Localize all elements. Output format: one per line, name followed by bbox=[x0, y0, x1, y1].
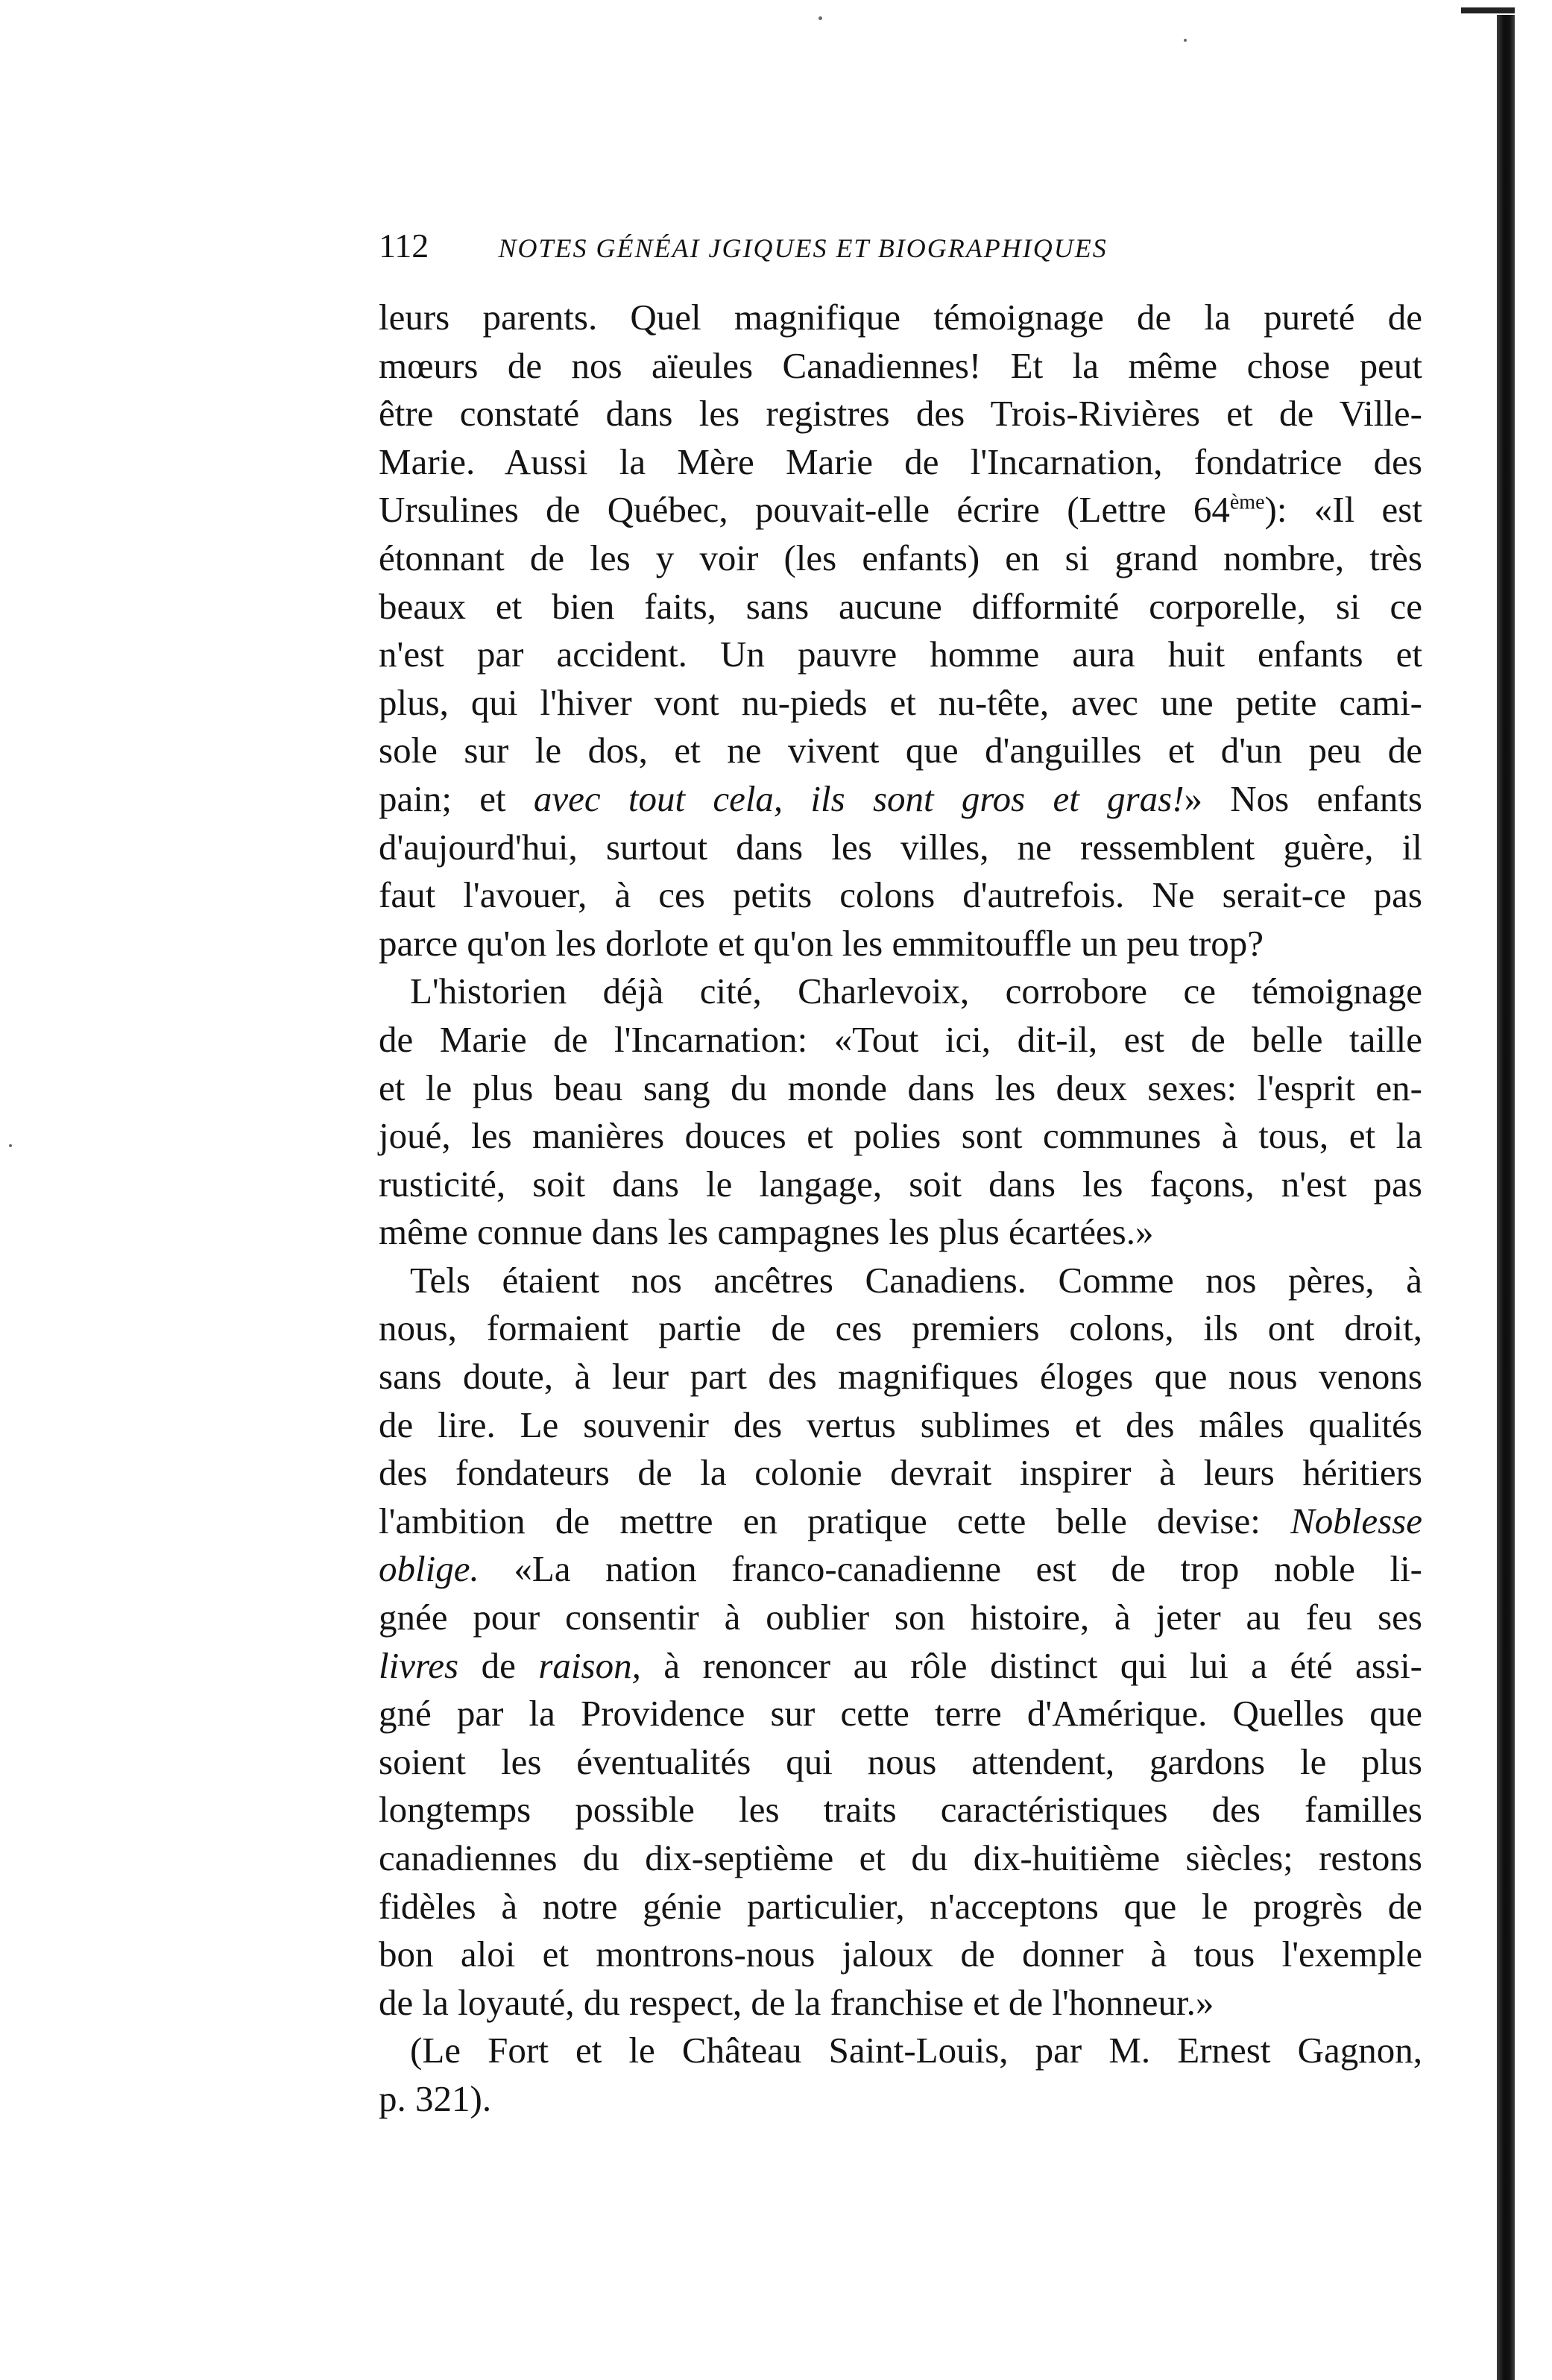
text-span: «La nation franco-canadienne est de trop noble li- bbox=[479, 1548, 1422, 1590]
text-span: gné par la Providence sur cette terre d'Amérique. Quelles que bbox=[379, 1693, 1422, 1735]
text-span: Marie. Aussi la Mère Marie de l'Incarnation, fondatrice des bbox=[379, 441, 1422, 482]
text-span: Ursulines de Québec, pouvait-elle écrire (Lettre 64 bbox=[379, 489, 1230, 531]
text-span: même connue dans les campagnes les plus écartées.» bbox=[379, 1211, 1154, 1253]
text-line bbox=[379, 1786, 1422, 1834]
text-line bbox=[379, 1064, 1422, 1113]
text-span: p. 321). bbox=[379, 2077, 492, 2119]
text-line bbox=[379, 1257, 1422, 1305]
text-span: avec tout cela, ils sont gros et gras! bbox=[533, 777, 1184, 819]
text-span: de la loyauté, du respect, de la franchise et de l'honneur.» bbox=[379, 1981, 1214, 2023]
text-line bbox=[379, 1979, 1422, 2027]
text-span: joué, les manières douces et polies sont communes à tous, et la bbox=[379, 1115, 1422, 1157]
text-line bbox=[379, 1545, 1422, 1594]
text-span: parce qu'on les dorlote et qu'on les emmitouffle un peu trop? bbox=[379, 922, 1264, 964]
text-line bbox=[379, 1931, 1422, 1979]
text-line bbox=[379, 1208, 1422, 1257]
text-span: l'ambition de mettre en pratique cette belle devise: bbox=[379, 1500, 1291, 1541]
text-line bbox=[379, 968, 1422, 1016]
text-line bbox=[379, 390, 1422, 438]
text-span: des fondateurs de la colonie devrait inspirer à leurs héritiers bbox=[379, 1452, 1422, 1494]
running-head: NOTES GÉNÉAI JGIQUES ET BIOGRAPHIQUES bbox=[498, 233, 1108, 263]
text-span: beaux et bien faits, sans aucune difformité corporelle, si ce bbox=[379, 585, 1422, 627]
text-line bbox=[379, 2027, 1422, 2075]
text-span: plus, qui l'hiver vont nu-pieds et nu-tête, avec une petite cami- bbox=[379, 681, 1422, 723]
text-span: sole sur le dos, et ne vivent que d'anguilles et d'un peu de bbox=[379, 730, 1422, 771]
text-line bbox=[379, 727, 1422, 775]
text-span: de lire. Le souvenir des vertus sublimes et des mâles qualités bbox=[379, 1404, 1422, 1445]
body-text bbox=[379, 294, 1422, 2124]
text-span: raison, bbox=[538, 1644, 641, 1686]
text-span: à renoncer au rôle distinct qui lui a été assi- bbox=[640, 1644, 1422, 1686]
text-span: de Marie de l'Incarnation: «Tout ici, dit-il, est de belle taille bbox=[379, 1018, 1422, 1060]
text-span: d'aujourd'hui, surtout dans les villes, ne ressemblent guère, il bbox=[379, 826, 1422, 868]
text-line bbox=[379, 1738, 1422, 1787]
binding-edge bbox=[1497, 15, 1515, 2380]
scan-speck bbox=[9, 1144, 12, 1147]
text-span: gnée pour consentir à oublier son histoire, à jeter au feu ses bbox=[379, 1597, 1422, 1638]
text-span: mœurs de nos aïeules Canadiennes! Et la même chose peut bbox=[379, 344, 1422, 386]
text-line bbox=[379, 1161, 1422, 1209]
text-line bbox=[379, 920, 1422, 968]
text-line bbox=[379, 824, 1422, 872]
text-span: livres bbox=[379, 1644, 459, 1686]
text-line bbox=[379, 1401, 1422, 1450]
text-span: ): «Il est bbox=[1264, 489, 1422, 531]
text-span: sans doute, à leur part des magnifiques éloges que nous venons bbox=[379, 1356, 1422, 1398]
text-span: Tels étaient nos ancêtres Canadiens. Comme nos pères, à bbox=[410, 1259, 1422, 1301]
text-span: L'historien déjà cité, Charlevoix, corrobore ce témoignage bbox=[410, 970, 1422, 1012]
scan-speck bbox=[1184, 39, 1187, 42]
text-line bbox=[379, 1594, 1422, 1642]
text-span: (Le Fort et le Château Saint-Louis, par M. Ernest Gagnon, bbox=[410, 2030, 1422, 2071]
text-line bbox=[379, 1883, 1422, 1931]
text-span: leurs parents. Quel magnifique témoignage de la pureté de bbox=[379, 297, 1422, 338]
text-line bbox=[379, 583, 1422, 631]
text-span: fidèles à notre génie particulier, n'acceptons que le progrès de bbox=[379, 1885, 1422, 1927]
binding-shadow-top bbox=[1461, 7, 1515, 13]
text-span: soient les éventualités qui nous attendent, gardons le plus bbox=[379, 1740, 1422, 1782]
text-line bbox=[379, 438, 1422, 487]
text-line bbox=[379, 631, 1422, 679]
text-line bbox=[379, 1449, 1422, 1497]
text-line bbox=[379, 1353, 1422, 1401]
text-line bbox=[379, 486, 1422, 534]
text-span: être constaté dans les registres des Trois-Rivières et de Ville- bbox=[379, 393, 1422, 435]
text-line bbox=[379, 1642, 1422, 1691]
text-span: pain; et bbox=[379, 777, 534, 819]
text-span: ème bbox=[1229, 491, 1265, 515]
text-line bbox=[379, 342, 1422, 391]
text-line bbox=[379, 1112, 1422, 1161]
text-line bbox=[379, 2075, 1422, 2124]
text-line bbox=[379, 294, 1422, 342]
text-span: nous, formaient partie de ces premiers colons, ils ont droit, bbox=[379, 1307, 1422, 1349]
text-span: faut l'avouer, à ces petits colons d'autrefois. Ne serait-ce pas bbox=[379, 874, 1422, 916]
text-span: bon aloi et montrons-nous jaloux de donner à tous l'exemple bbox=[379, 1934, 1422, 1975]
text-line bbox=[379, 1834, 1422, 1883]
text-line bbox=[379, 1497, 1422, 1546]
text-span: et le plus beau sang du monde dans les deux sexes: l'esprit en- bbox=[379, 1067, 1422, 1108]
page-header bbox=[379, 224, 1452, 268]
text-line bbox=[379, 679, 1422, 727]
text-line bbox=[379, 775, 1422, 824]
text-span: rusticité, soit dans le langage, soit dans les façons, n'est pas bbox=[379, 1163, 1422, 1205]
text-span: oblige. bbox=[379, 1548, 479, 1590]
text-line bbox=[379, 534, 1422, 583]
scan-speck bbox=[818, 16, 822, 20]
text-line bbox=[379, 1304, 1422, 1353]
text-span: canadiennes du dix-septième et du dix-huitième siècles; restons bbox=[379, 1837, 1422, 1878]
text-span: étonnant de les y voir (les enfants) en si grand nombre, très bbox=[379, 537, 1422, 578]
text-span: de bbox=[458, 1644, 539, 1686]
text-line bbox=[379, 1690, 1422, 1738]
text-line bbox=[379, 1016, 1422, 1064]
text-line bbox=[379, 871, 1422, 920]
page-number: 112 bbox=[379, 227, 429, 265]
text-span: longtemps possible les traits caractéristiques des familles bbox=[379, 1789, 1422, 1831]
text-span: n'est par accident. Un pauvre homme aura huit enfants et bbox=[379, 634, 1422, 675]
text-span: » Nos enfants bbox=[1184, 777, 1422, 819]
text-span: Noblesse bbox=[1290, 1500, 1422, 1541]
